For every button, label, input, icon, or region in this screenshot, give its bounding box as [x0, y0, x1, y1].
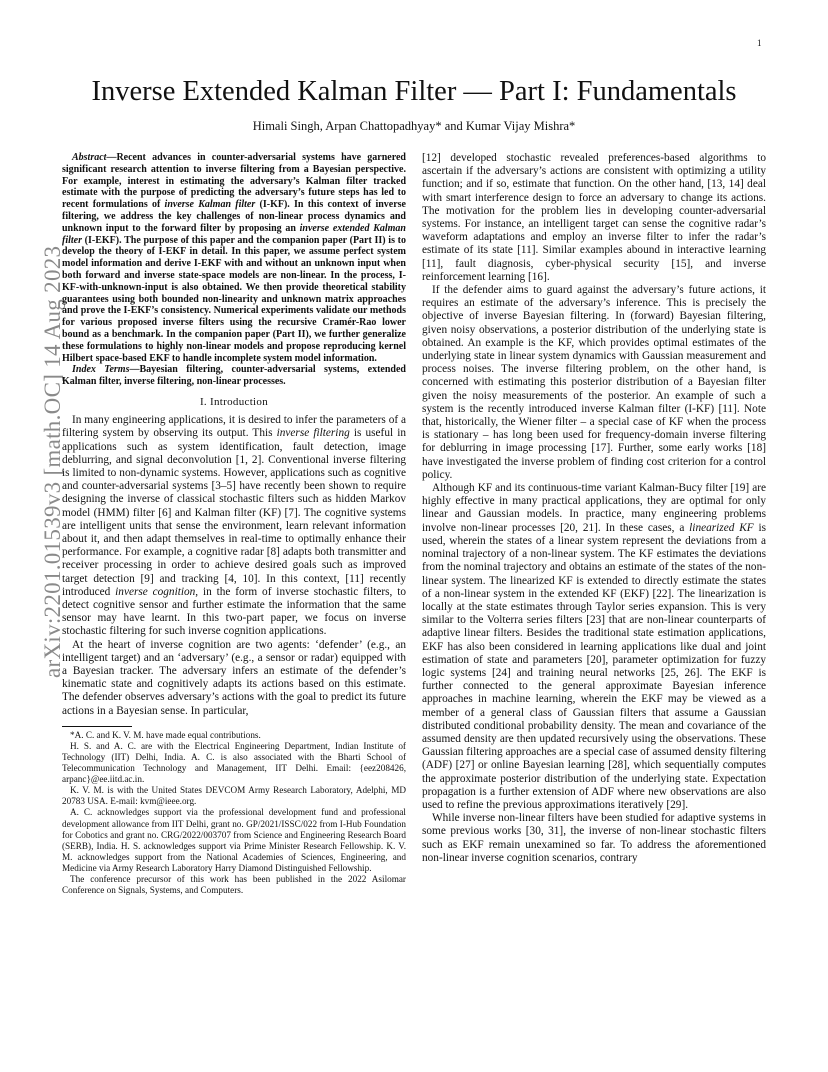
intro-paragraph-1	[62, 414, 406, 638]
right-paragraph-2: If the defender aims to guard against the adversary’s future actions, it requires an estimate of the adversary’s inference. This is precisely the objective of inverse Bayesian filtering. In (forward) Bayesian filtering, given noisy observations, a posterior distribution of the underlying state is obtained. An example is the KF, which provides optimal estimates of the underlying state in linear system dynamics with Gaussian measurement and process noises. The inverse filtering problem, on the other hand, is concerned with estimating this posterior distribution of a Bayesian filter given the noisy measurements of the posterior. An example of such a system is the recently introduced inverse Kalman filter (I-KF) [11]. Note that, historically, the Wiener filter – a special case of KF when the process is stationary – has long been used for frequency-domain inverse filtering for deblurring in image processing [17]. Further, some early works [18] have investigated the inverse problem of finding cost criterion for a control policy.	[422, 284, 766, 481]
abstract-emphasis-1: inverse Kalman filter	[164, 199, 256, 211]
abstract-text-part-2: (I-KF). In this context of inverse filtering, we address the key challenges of non-linear process dynamics and unknown input to the forward filter by proposing an	[62, 199, 406, 234]
abstract-emphasis-2: inverse extended Kalman filter	[62, 222, 406, 246]
right-column	[422, 152, 766, 865]
footnote: H. S. and A. C. are with the Electrical Engineering Department, Indian Institute of Technology (IIT) Delhi, India. A. C. is also associated with the Bharti School of Telecommunication Technology and Management, IIT Delhi. Email: {eez208426, arpanc}@ee.iitd.ac.in.	[62, 740, 406, 785]
arxiv-identifier-text: arXiv:2201.01539v3 [math.OC] 14 Aug 2023	[40, 245, 65, 678]
intro-paragraph-1-part-c: , in the form of inverse stochastic filters, to detect cognitive sensor and further estimate the information that the same sensor may have learnt. In this two-part paper, we focus on inverse stochastic filtering for such inverse cognition applications.	[62, 585, 406, 638]
right-paragraph-3-part-b: is used, wherein the states of a linear system represent the deviations from a nominal trajectory of a non-linear system. The KF estimates the deviations from the nominal trajectory and obtains an estimate of the states of the non-linear system. The linearized KF is extended to directly estimate the states of a non-linear system in the extended KF (EKF) [22]. The linearization is locally at the state estimates through Taylor series expansion. This is very similar to the Volterra series filters [23] that are non-linear counterparts of adaptive linear filters. Besides the traditional state estimation applications, EKF has also been considered in learning applications like dual and joint estimation of state and parameters [20], parameter optimization for fuzzy logic systems [24] and training neural networks [25, 26]. The EKF is further connected to the general approximate Bayesian inference approaches in machine learning, wherein the EKF may be viewed as a member of a general class of Gaussian filters that assume a Gaussian distributed conditional probability density. The mean and covariance of the assumed density are then updated recursively using the observations. These Gaussian filtering approaches are a special case of assumed density filtering (ADF) [27] or online Bayesian learning [28], which sequentially computes the approximate posterior distribution of the underlying state. Expectation propagation is a further extension of ADF where new observations are also used to refine the previous approximations iteratively [29].	[422, 521, 766, 811]
intro-paragraph-1-part-b: is useful in applications such as system identification, fault detection, image deblurring, and signal deconvolution [1, 2]. Conventional inverse filtering is limited to non-dynamic systems. However, applications such as cognitive and counter-adversarial systems [3–5] have recently been shown to require designing the inverse of classical stochastic filters such as hidden Markov model (HMM) filter [6] and Kalman filter (KF) [7]. The cognitive systems are intelligent units that sense the environment, learn relevant information about it, and then adapt themselves in real-time to optimally enhance their performance. For example, a cognitive radar [8] adapts both transmitter and receiver processing in order to achieve desired goals such as improved target detection [9] and tracking [4, 10]. In this context, [11] recently introduced	[62, 427, 406, 598]
left-column	[62, 152, 406, 896]
abstract	[62, 152, 406, 364]
footnote-divider	[62, 726, 132, 727]
abstract-label: Abstract	[72, 152, 107, 163]
right-paragraph-3-emphasis: linearized KF	[689, 521, 754, 534]
left-body-text	[62, 414, 406, 718]
footnote: The conference precursor of this work has been published in the 2022 Asilomar Conference on Signals, Systems, and Computers.	[62, 874, 406, 896]
index-terms-text: —Bayesian filtering, counter-adversarial systems, extended Kalman filter, inverse filtering, non-linear processes.	[62, 364, 406, 388]
page-number: 1	[757, 38, 762, 48]
intro-paragraph-1-part-a: In many engineering applications, it is desired to infer the parameters of a filtering system by observing its output. This	[62, 414, 406, 440]
footnote: *A. C. and K. V. M. have made equal contributions.	[70, 729, 261, 740]
index-terms-label: Index Terms	[72, 364, 130, 376]
right-paragraph-3-part-a: Although KF and its continuous-time variant Kalman-Bucy filter [19] are highly effective in many practical applications, they are optimal for only linear and Gaussian models. In practice, many engineering problems involve non-linear processes [20, 21]. In these cases, a	[422, 482, 766, 534]
footnote: A. C. acknowledges support via the professional development fund and professional development allowance from IIT Delhi, grant no. GP/2021/ISSC/022 from I-Hub Foundation for Cobotics and grant no. CRG/2022/003707 from Science and Engineering Research Board (SERB), India. H. S. acknowledges support via Prime Minister Research Fellowship. K. V. M. acknowledges support from the National Academies of Sciences, Engineering, and Medicine via Army Research Laboratory Harry Diamond Distinguished Fellowship.	[62, 807, 406, 873]
abstract-text-part-3: (I-EKF). The purpose of this paper and the companion paper (Part II) is to develop the theory of I-EKF in detail. In this paper, we assume perfect system model information and derive I-EKF with and without an unknown input when both forward and inverse state-space models are non-linear. In the process, I-KF-with-unknown-input is also obtained. We then provide theoretical stability guarantees using both bounded non-linearity and unknown matrix approaches and prove the I-EKF’s consistency. Numerical experiments validate our methods for various proposed inverse filters using the recursive Cramér-Rao lower bound as a benchmark. In the companion paper (Part II), we further generalize these formulations to highly non-linear models and propose reproducing kernel Hilbert space-based EKF to handle incomplete system model information.	[62, 234, 406, 364]
right-body-text	[422, 152, 766, 865]
intro-paragraph-2: At the heart of inverse cognition are two agents: ‘defender’ (e.g., an intelligent target) and an ‘adversary’ (e.g., a sensor or radar) equipped with a Bayesian tracker. The adversary infers an estimate of the defender’s kinematic state and cognitively adapts its actions based on this estimate. The defender observes adversary’s actions with the goal to predict its future actions in a Bayesian sense. In particular,	[62, 638, 406, 717]
intro-paragraph-1-emphasis-2: inverse cognition	[115, 585, 196, 598]
paper-title: Inverse Extended Kalman Filter — Part I: Fundamentals	[91, 76, 737, 107]
index-terms	[62, 364, 406, 388]
author-list: Himali Singh, Arpan Chattopadhyay* and Kumar Vijay Mishra*	[252, 119, 576, 133]
abstract-text-part-1: —Recent advances in counter-adversarial systems have garnered significant research attention to inverse filtering from a Bayesian perspective. For example, interest in estimating the adversary’s Kalman filter tracked estimate with the purpose of predicting the adversary’s future steps has led to recent formulations of	[62, 152, 406, 211]
section-heading-introduction: I. Introduction	[199, 395, 269, 408]
footnote: K. V. M. is with the United States DEVCOM Army Research Laboratory, Adelphi, MD 20783 USA. E-mail: kvm@ieee.org.	[62, 785, 406, 807]
intro-paragraph-1-emphasis: inverse filtering	[276, 427, 350, 440]
footnotes	[62, 730, 406, 896]
right-paragraph-4: While inverse non-linear filters have been studied for adaptive systems in some previous works [30, 31], the inverse of non-linear stochastic filters such as EKF remain unexamined so far. To address the aforementioned non-linear inverse cognition scenarios, contrary	[422, 812, 766, 864]
right-paragraph-1: [12] developed stochastic revealed preferences-based algorithms to ascertain if the adversary’s actions are consistent with optimizing a utility function; and if so, estimate that function. On the other hand, [13, 14] deal with smart interference design to force an adversary to change its actions. The motivation for the problem lies in developing counter-adversarial systems. For instance, an intelligent target can sense the cognitive radar’s waveform adaptations and employ an inverse filter to infer the radar’s estimate of its state [11]. Similar examples abound in interactive learning [11], fault diagnosis, cyber-physical security [15], and inverse reinforcement learning [16].	[422, 152, 766, 283]
right-paragraph-3	[422, 482, 766, 812]
